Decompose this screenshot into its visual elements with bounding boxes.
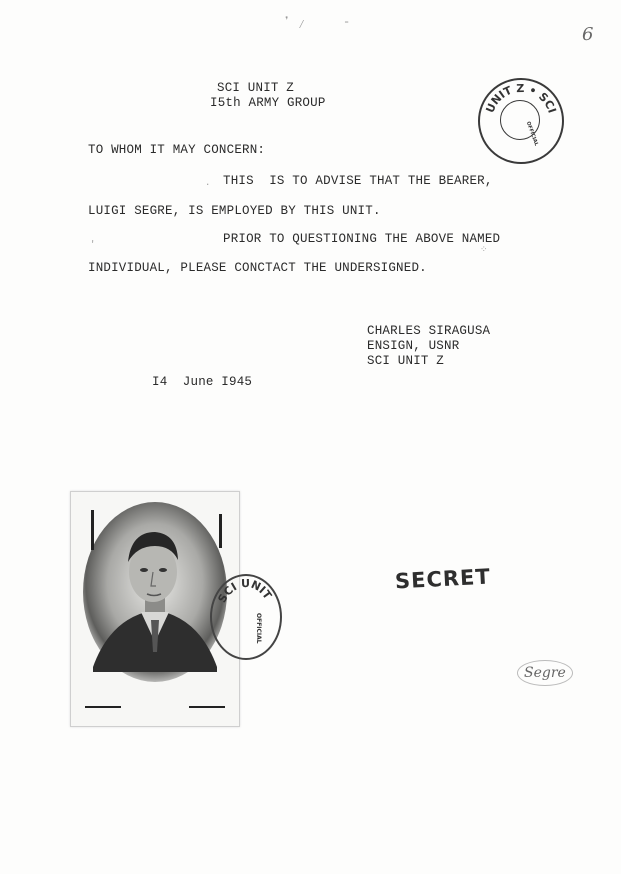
scan-speck: · — [205, 180, 211, 190]
signatory-rank: ENSIGN, USNR — [367, 339, 460, 353]
classification-stamp: SECRET — [394, 564, 492, 594]
header-group: I5th ARMY GROUP — [210, 96, 326, 110]
header-unit: SCI UNIT Z — [217, 81, 295, 95]
stamp-ring-text — [480, 80, 562, 162]
scan-speck: ʹ — [90, 240, 96, 250]
page-number: 6 — [582, 24, 594, 45]
svg-text:UNIT Z • SCI — [483, 82, 558, 115]
ink-mark: ❜ — [283, 15, 291, 29]
signatory-name: CHARLES SIRAGUSA — [367, 324, 491, 338]
ink-mark: ⁄ — [298, 18, 306, 32]
stamp-top-label: UNIT Z • SCI — [483, 81, 559, 115]
official-stamp-photo — [210, 574, 282, 660]
salutation: TO WHOM IT MAY CONCERN: — [88, 143, 266, 157]
stamp-photo-label: SCI UNIT — [215, 576, 275, 605]
svg-text:SCI UNIT — [216, 577, 275, 605]
handwritten-signature: Segre — [517, 660, 573, 686]
paragraph-2-line-2: INDIVIDUAL, PLEASE CONCTACT THE UNDERSIGNED. — [88, 261, 427, 275]
official-stamp-top — [478, 78, 564, 164]
signatory-unit: SCI UNIT Z — [367, 354, 445, 368]
paragraph-1-line-1: THIS IS TO ADVISE THAT THE BEARER, — [223, 174, 493, 188]
paragraph-1-line-2: LUIGI SEGRE, IS EMPLOYED BY THIS UNIT. — [88, 204, 381, 218]
document-date: I4 June I945 — [152, 375, 253, 389]
svg-text:OFFICIAL: OFFICIAL — [524, 120, 540, 147]
paragraph-2-line-1: PRIOR TO QUESTIONING THE ABOVE NAMED — [223, 232, 501, 246]
ink-mark: - — [343, 15, 351, 29]
photo-stamp-text — [212, 576, 280, 658]
svg-text:OFFICIAL: OFFICIAL — [255, 613, 262, 644]
scan-speck: ⁘ — [480, 245, 488, 255]
